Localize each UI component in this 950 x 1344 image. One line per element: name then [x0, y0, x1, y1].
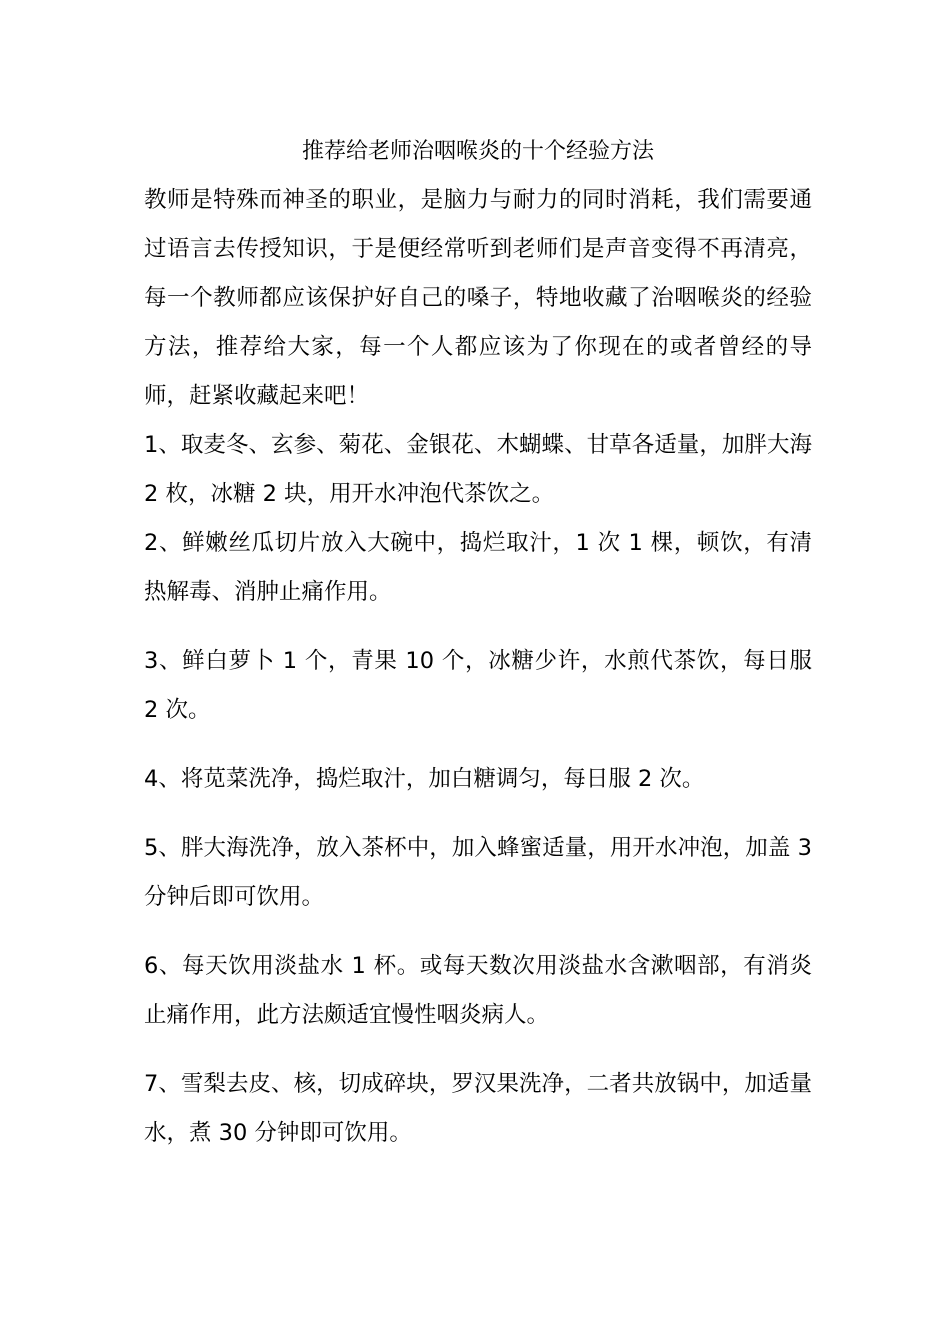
list-item: 5、胖大海洗净，放入茶杯中，加入蜂蜜适量，用开水冲泡，加盖 3 分钟后即可饮用。: [144, 835, 812, 910]
document-page: [144, 128, 812, 1158]
list-item: 6、每天饮用淡盐水 1 杯。或每天数次用淡盐水含漱咽部，有消炎止痛作用，此方法颇适宜慢性咽炎病人。: [144, 953, 812, 1028]
list-item: 2、鲜嫩丝瓜切片放入大碗中，捣烂取汁，1 次 1 棵，顿饮，有清热解毒、消肿止痛作用。: [144, 530, 812, 605]
list-item: 7、雪梨去皮、核，切成碎块，罗汉果洗净，二者共放锅中，加适量水，煮 30 分钟即可饮用。: [144, 1071, 812, 1146]
list-item: 3、鲜白萝卜 1 个，青果 10 个，冰糖少许，水煎代茶饮，每日服 2 次。: [144, 648, 812, 723]
list-item: 1、取麦冬、玄参、菊花、金银花、木蝴蝶、甘草各适量，加胖大海 2 枚，冰糖 2 块，用开水冲泡代茶饮之。: [144, 432, 812, 507]
list-item: 4、将苋菜洗净，捣烂取汁，加白糖调匀，每日服 2 次。: [144, 766, 705, 792]
document-title: 推荐给老师治咽喉炎的十个经验方法: [301, 139, 654, 164]
intro-paragraph: 教师是特殊而神圣的职业，是脑力与耐力的同时消耗，我们需要通过语言去传授知识，于是便经常听到老师们是声音变得不再清亮，每一个教师都应该保护好自己的嗓子，特地收藏了治咽喉炎的经验方法，推荐给大家，每一个人都应该为了你现在的或者曾经的导师，赶紧收藏起来吧！: [144, 187, 812, 409]
